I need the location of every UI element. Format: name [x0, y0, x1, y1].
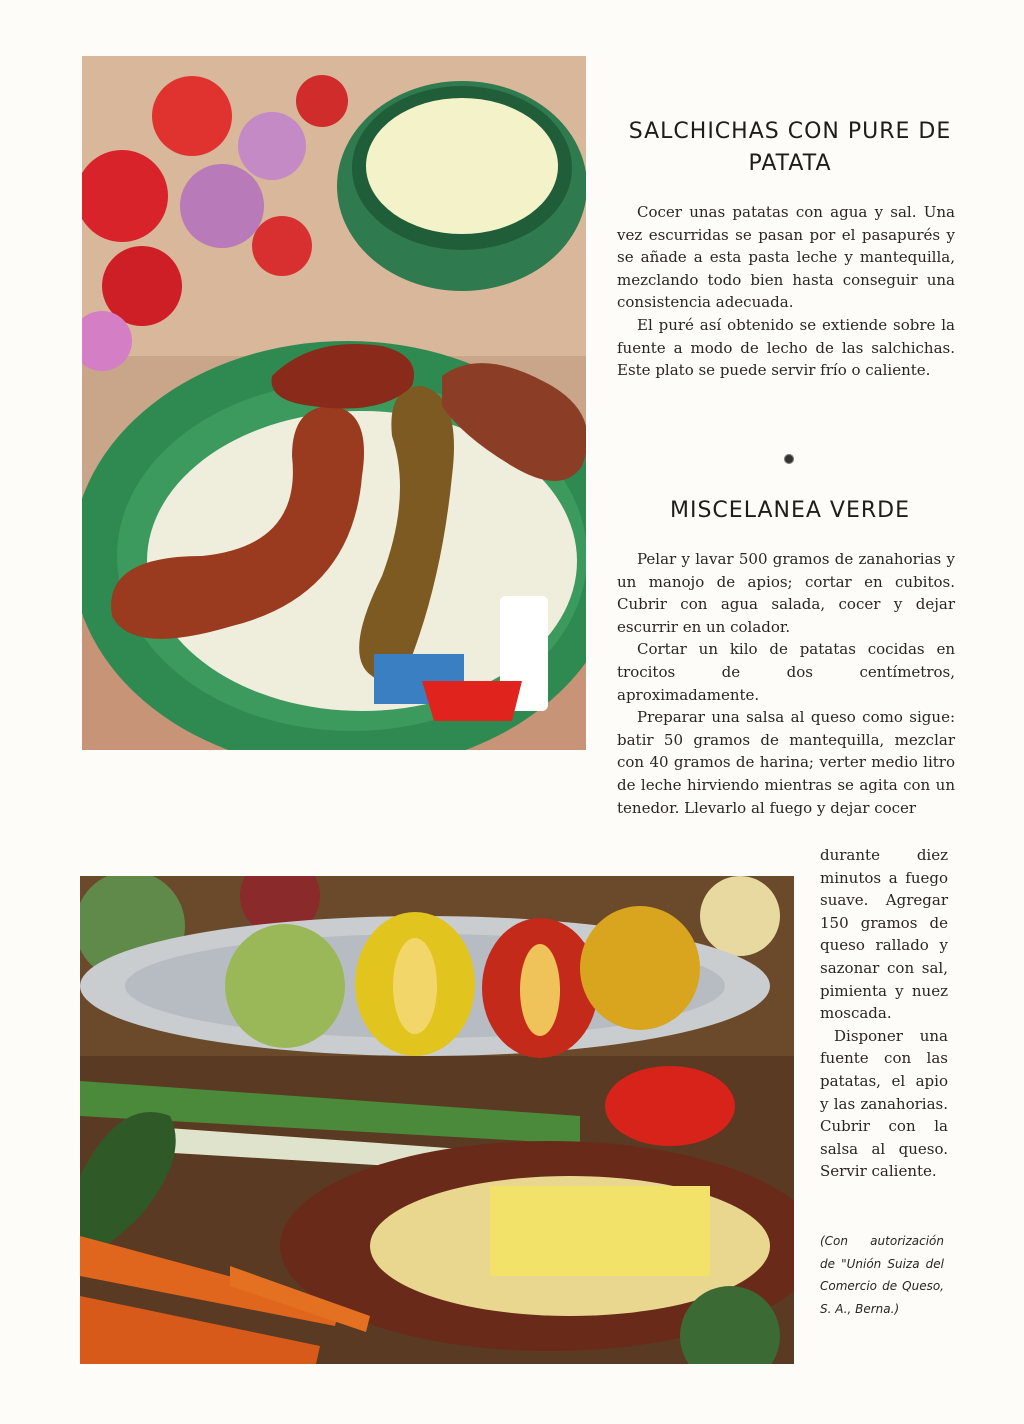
stuffed-peppers-photo [80, 876, 794, 1364]
recipe-title-salchichas: SALCHICHAS CON PURE DE PATATA [628, 119, 952, 176]
paragraph: Cortar un kilo de patatas cocidas en trocitos de dos centímetros, aproximadamente. [617, 640, 955, 704]
paragraph: El puré así obtenido se extiende sobre la fuente a modo de lecho de las salchichas. Este plato se puede servir frío o caliente. [617, 315, 955, 380]
paragraph: Pelar y lavar 500 gramos de zanahorias y un manojo de apios; cortar en cubitos. Cubrir con agua salada, cocer y dejar escurrir en un colador. [617, 550, 955, 636]
recipe-title-miscelanea: MISCELANEA VERDE [670, 498, 910, 523]
recipe-body-miscelanea-continued [820, 844, 948, 1183]
paragraph: Preparar una salsa al queso como sigue: batir 50 gramos de mantequilla, mezclar con 40 gramos de harina; verter medio litro de leche hirviendo mientras se agita con un tenedor. Llevarlo al fuego y dejar cocer [617, 708, 955, 817]
recipe-body-miscelanea [617, 548, 955, 819]
separator-bullet [784, 454, 794, 464]
paragraph: Cocer unas patatas con agua y sal. Una vez escurridas se pasan por el pasapurés y se añade a esta pasta leche y mantequilla, mezclando todo bien hasta conseguir una consistencia adecuada. [617, 203, 955, 312]
paragraph: durante diez minutos a fuego suave. Agregar 150 gramos de queso rallado y sazonar con sal, pimienta y nuez moscada. [820, 846, 948, 1023]
sausages-photo [82, 56, 586, 750]
recipe-body-salchichas [617, 201, 955, 382]
photo-credit: (Con autorización de "Unión Suiza del Comercio de Queso, S. A., Berna.) [820, 1234, 944, 1316]
paragraph: Disponer una fuente con las patatas, el apio y las zanahorias. Cubrir con la salsa al queso. Servir caliente. [820, 1026, 948, 1181]
